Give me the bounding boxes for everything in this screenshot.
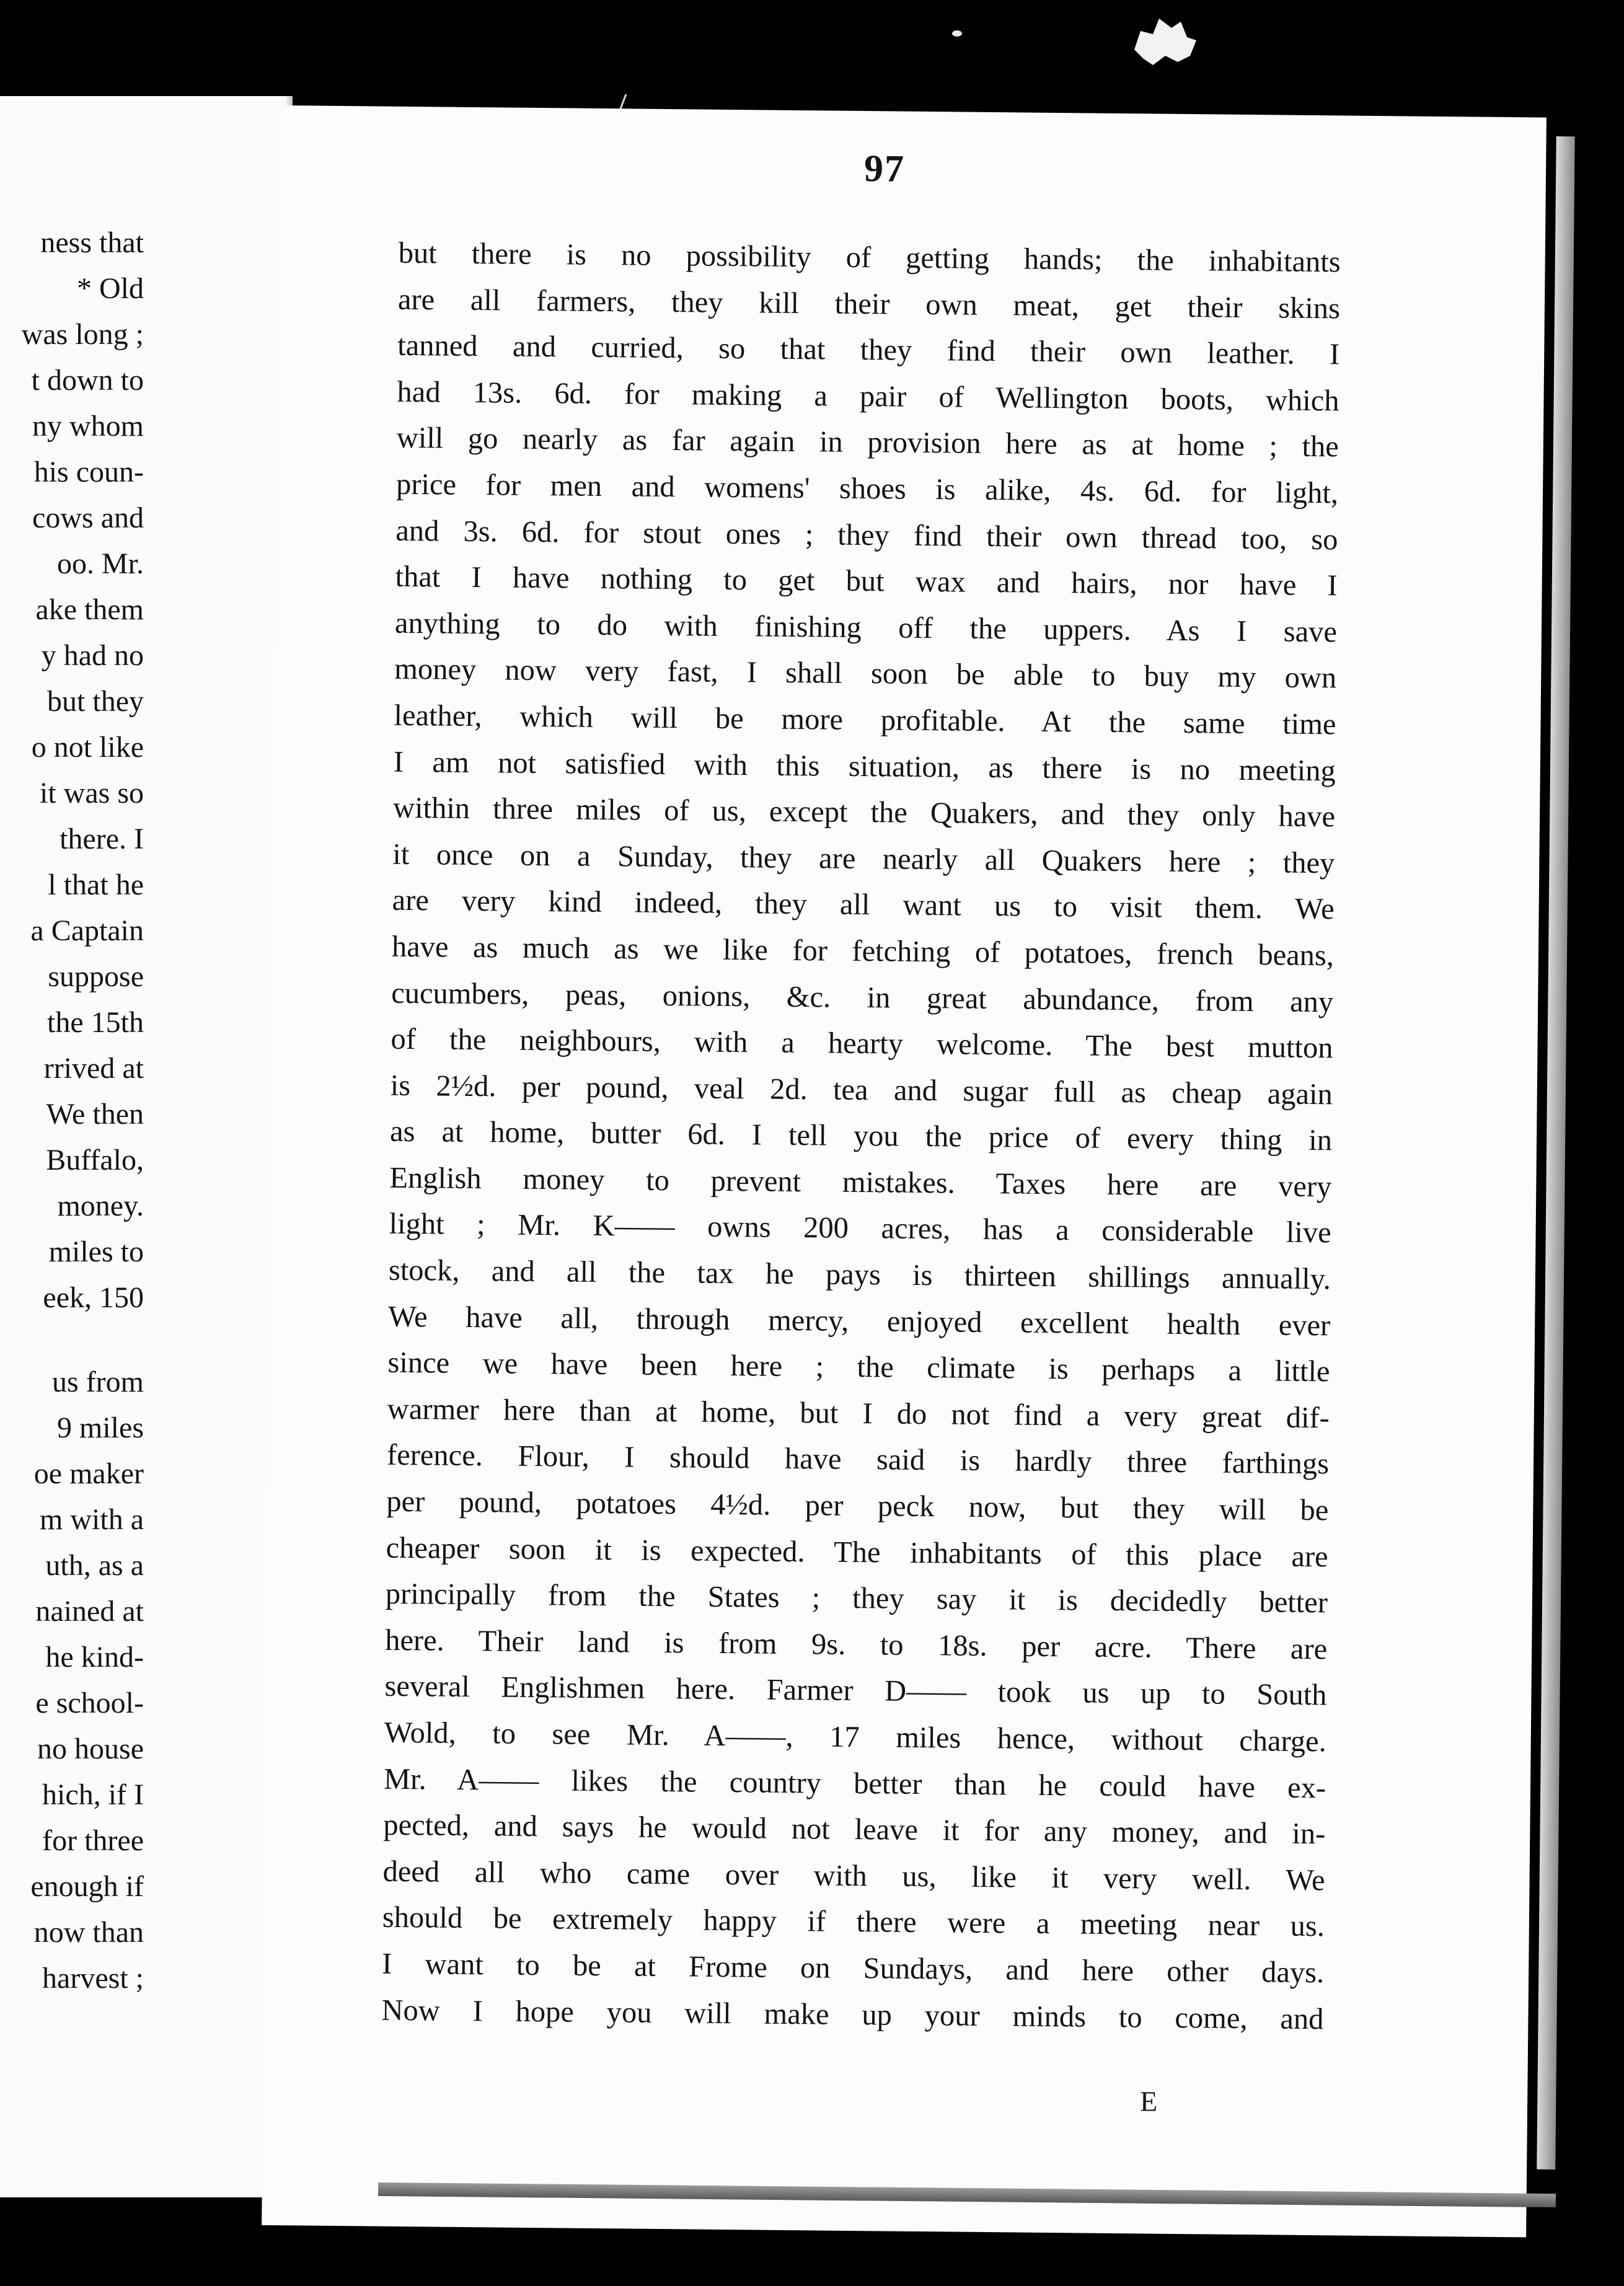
left-page-line: enough if: [30, 1870, 144, 1903]
page-number: 97: [863, 148, 906, 190]
left-page-line: e school-: [35, 1687, 144, 1719]
text-line: it once on a Sunday, they are nearly all Quakers here ; they: [392, 837, 1335, 880]
text-line: are all farmers, they kill their own meat, get their skins: [397, 283, 1341, 325]
text-line: leather, which will be more profitable. At the same time: [394, 699, 1336, 741]
text-line: light ; Mr. K—— owns 200 acres, has a considerable live: [389, 1207, 1331, 1250]
text-line: within three miles of us, except the Quakers, and they only have: [392, 791, 1336, 834]
left-page-line: he kind-: [45, 1641, 144, 1674]
left-page-line: hich, if I: [42, 1778, 144, 1811]
text-line: as at home, butter 6d. I tell you the price of every thing in: [389, 1115, 1333, 1157]
left-page-line: a Captain: [30, 914, 144, 947]
text-line: that I have nothing to get but wax and hairs, nor have I: [395, 560, 1338, 602]
text-line: are very kind indeed, they all want us to visit them. We: [392, 884, 1335, 926]
text-line: but there is no possibility of getting hands; the inhabitants: [398, 236, 1341, 279]
text-line: and 3s. 6d. for stout ones ; they find their own thread too, so: [395, 514, 1338, 556]
left-page-line: eek, 150: [43, 1281, 144, 1314]
left-page-line: cows and: [32, 501, 144, 534]
left-page-line: for three: [42, 1824, 144, 1857]
scan-speck: [951, 30, 963, 37]
text-line: have as much as we like for fetching of potatoes, french beans,: [391, 930, 1335, 973]
left-page-line: ake them: [35, 593, 144, 626]
text-line: warmer here than at home, but I do not find a very great dif-: [387, 1392, 1330, 1435]
scan-blot: [1128, 12, 1203, 68]
left-page-line: y had no: [41, 639, 144, 672]
page-body-text: [381, 231, 1341, 2043]
left-page-line: l that he: [48, 868, 144, 901]
left-page-line: t down to: [31, 364, 144, 397]
text-line: Now I hope you will make up your minds to come, and: [381, 1993, 1324, 2036]
text-line: money now very fast, I shall soon be able to buy my own: [394, 653, 1337, 695]
left-page-line: We then: [46, 1098, 144, 1131]
left-page-line: his coun-: [33, 456, 144, 488]
text-line: deed all who came over with us, like it very well. We: [382, 1855, 1325, 1897]
text-line: here. Their land is from 9s. to 18s. per acre. There are: [384, 1623, 1328, 1666]
left-page-line: miles to: [48, 1235, 144, 1268]
text-line: anything to do with finishing off the uppers. As I save: [394, 606, 1338, 649]
text-line: cucumbers, peas, onions, &c. in great abundance, from any: [391, 976, 1334, 1018]
left-page-line: ny whom: [32, 410, 144, 443]
left-page-line: m with a: [40, 1503, 144, 1536]
left-page-line: there. I: [60, 823, 144, 855]
text-line: price for men and womens' shoes is alike, 4s. 6d. for light,: [395, 467, 1339, 510]
text-line: pected, and says he would not leave it for any money, and in-: [383, 1808, 1326, 1851]
text-line: I am not satisfied with this situation, as there is no meeting: [393, 745, 1336, 787]
left-page-line: uth, as a: [45, 1549, 144, 1582]
text-line: per pound, potatoes 4½d. per peck now, but they will be: [386, 1485, 1329, 1527]
left-page-line: us from: [52, 1366, 144, 1398]
text-line: English money to prevent mistakes. Taxes here are very: [389, 1161, 1332, 1204]
text-line: We have all, through mercy, enjoyed excellent health ever: [387, 1300, 1331, 1342]
text-line: will go nearly as far again in provision here as at home ; the: [396, 421, 1339, 464]
text-line: should be extremely happy if there were a meeting near us.: [382, 1901, 1325, 1943]
left-page-line: * Old: [77, 272, 144, 305]
left-page-line: Buffalo,: [46, 1144, 144, 1176]
left-page-line: the 15th: [47, 1006, 144, 1039]
left-page-line: rrived at: [43, 1052, 144, 1085]
text-line: Mr. A—— likes the country better than he could have ex-: [383, 1762, 1326, 1804]
text-line: is 2½d. per pound, veal 2d. tea and sugar full as cheap again: [390, 1069, 1333, 1111]
text-line: principally from the States ; they say it is decidedly better: [385, 1577, 1328, 1620]
right-page: [262, 105, 1547, 2237]
text-line: had 13s. 6d. for making a pair of Wellington boots, which: [397, 375, 1339, 418]
text-line: cheaper soon it is expected. The inhabitants of this place are: [386, 1531, 1328, 1573]
left-page-line: but they: [47, 685, 144, 718]
text-line: several Englishmen here. Farmer D—— took us up to South: [384, 1670, 1327, 1712]
text-line: ference. Flour, I should have said is hardly three farthings: [386, 1439, 1330, 1481]
text-line: I want to be at Frome on Sundays, and here other days.: [381, 1947, 1325, 1990]
left-page-line: oe maker: [33, 1457, 144, 1490]
left-page-line: it was so: [40, 777, 144, 810]
left-page-line: now than: [33, 1916, 144, 1949]
left-page-line: ness that: [40, 226, 144, 259]
text-line: stock, and all the tax he pays is thirteen shillings annually.: [388, 1253, 1331, 1296]
left-page-line: o not like: [31, 731, 144, 764]
left-page-line: 9 miles: [57, 1411, 144, 1444]
text-line: Wold, to see Mr. A——, 17 miles hence, without charge.: [384, 1716, 1326, 1759]
left-page-line: money.: [57, 1189, 144, 1222]
left-page-line: harvest ;: [42, 1962, 144, 1995]
left-page-text: [0, 220, 144, 2001]
text-line: tanned and curried, so that they find their own leather. I: [397, 329, 1340, 371]
left-page-line: suppose: [48, 960, 144, 993]
left-page: [0, 96, 293, 2197]
left-page-line: nained at: [35, 1595, 144, 1628]
left-page-line: no house: [37, 1732, 144, 1765]
left-page-line: oo. Mr.: [56, 547, 144, 580]
signature-mark: E: [1139, 2085, 1158, 2117]
left-page-line: was long ;: [21, 318, 144, 351]
text-line: since we have been here ; the climate is perhaps a little: [387, 1346, 1330, 1388]
text-line: of the neighbours, with a hearty welcome. The best mutton: [391, 1022, 1333, 1065]
left-page-line: [0, 1321, 144, 1359]
